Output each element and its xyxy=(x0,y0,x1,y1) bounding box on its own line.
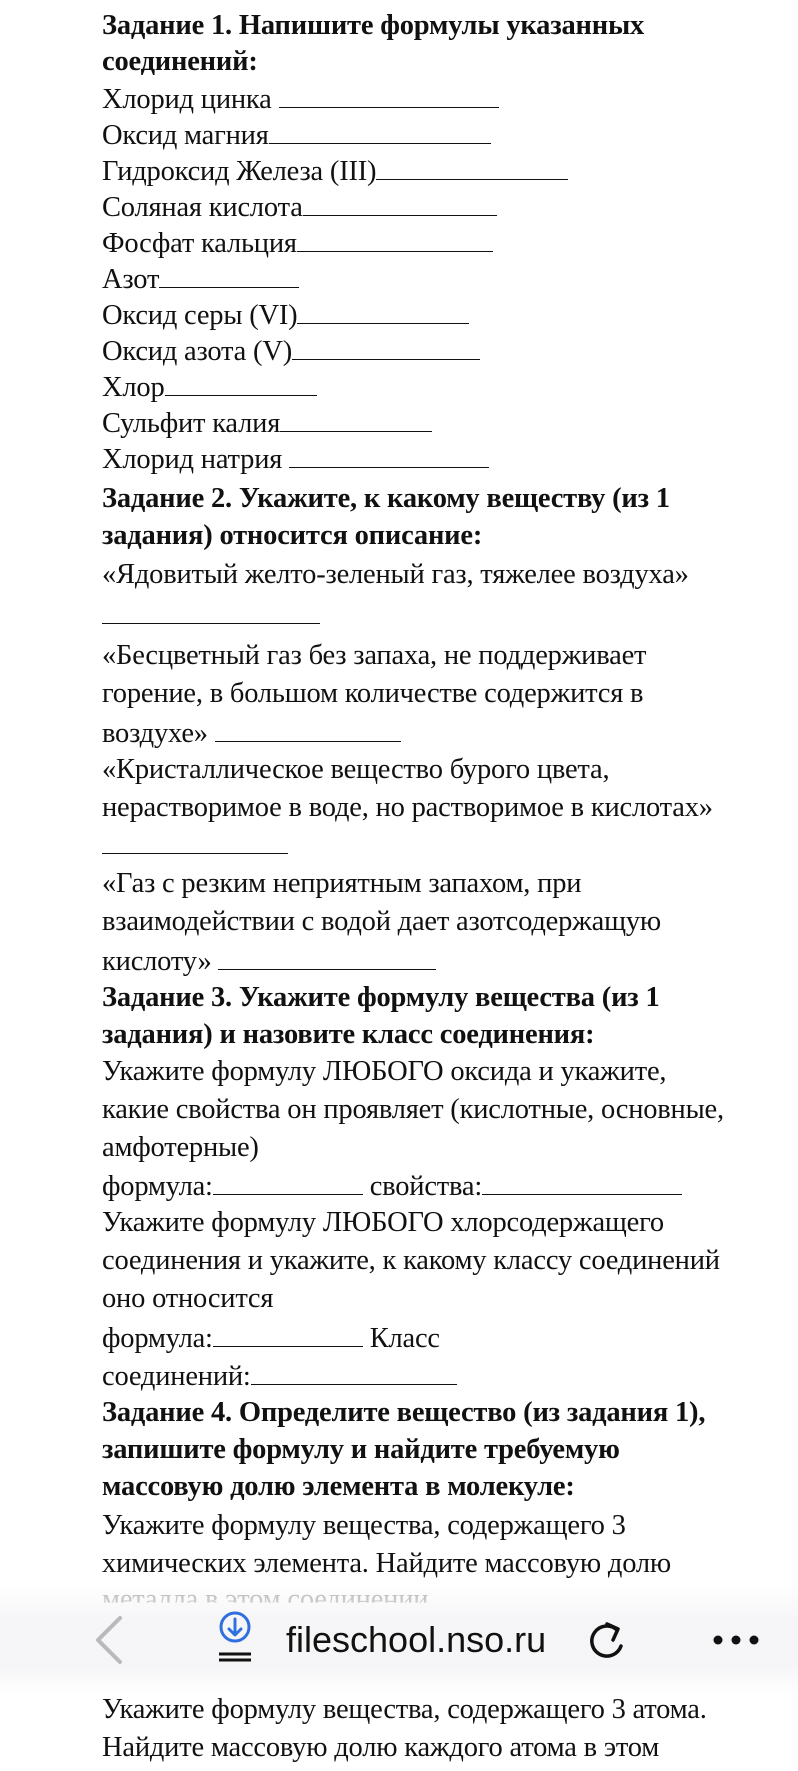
task2-description: взаимодействии с водой дает азотсодержащую xyxy=(102,906,661,937)
answer-blank[interactable] xyxy=(218,942,436,970)
task2-description: «Кристаллическое вещество бурого цвета, xyxy=(102,754,610,785)
task1-item: Оксид серы (VI) xyxy=(102,296,469,335)
task4-question: Укажите формулу вещества, содержащего 3 xyxy=(102,1510,626,1541)
task3-heading: Задание 3. Укажите формулу вещества (из 1 xyxy=(102,982,660,1013)
task2-description: «Газ с резким неприятным запахом, при xyxy=(102,868,582,899)
answer-blank[interactable] xyxy=(289,440,489,468)
task3-question: амфотерные) xyxy=(102,1132,259,1163)
class-blank[interactable] xyxy=(251,1357,457,1385)
more-dots-icon[interactable] xyxy=(708,1622,764,1658)
task1-item: Хлорид цинка xyxy=(102,80,499,119)
task3-answer-row: соединений: xyxy=(102,1357,457,1396)
task4-heading-cont: запишите формулу и найдите требуемую xyxy=(102,1434,620,1465)
answer-blank[interactable] xyxy=(297,296,469,324)
reload-icon[interactable] xyxy=(583,1616,629,1664)
answer-blank[interactable] xyxy=(159,260,299,288)
url-address[interactable]: fileschool.nso.ru xyxy=(286,1619,547,1660)
task4-question: Укажите формулу вещества, содержащего 3 атома. xyxy=(102,1694,707,1725)
task1-item: Азот xyxy=(102,260,299,299)
formula-blank[interactable] xyxy=(213,1319,363,1347)
properties-blank[interactable] xyxy=(482,1167,682,1195)
task1-heading: Задание 1. Напишите формулы указанных xyxy=(102,10,645,41)
task1-item: Оксид азота (V) xyxy=(102,332,480,371)
answer-blank[interactable] xyxy=(376,152,568,180)
answer-blank[interactable] xyxy=(297,224,493,252)
task1-item: Соляная кислота xyxy=(102,188,497,227)
task2-description: горение, в большом количестве содержится в xyxy=(102,678,644,709)
task1-item: Гидроксид Железа (III) xyxy=(102,152,568,191)
task1-item: Хлор xyxy=(102,368,317,407)
answer-blank[interactable] xyxy=(280,404,432,432)
task3-question: какие свойства он проявляет (кислотные, основные, xyxy=(102,1094,724,1125)
answer-blank[interactable] xyxy=(279,80,499,108)
answer-blank[interactable] xyxy=(303,188,497,216)
task1-item: Фосфат кальция xyxy=(102,224,493,263)
task4-question: химических элемента. Найдите массовую долю xyxy=(102,1548,671,1579)
task2-description: «Ядовитый желто-зеленый газ, тяжелее воздуха» xyxy=(102,559,689,590)
task2-heading-cont: задания) относится описание: xyxy=(102,520,483,551)
task3-question: оно относится xyxy=(102,1283,274,1314)
formula-blank[interactable] xyxy=(213,1167,363,1195)
task2-description: «Бесцветный газ без запаха, не поддерживает xyxy=(102,640,647,671)
task4-heading: Задание 4. Определите вещество (из задания 1), xyxy=(102,1397,706,1428)
task2-description: кислоту» xyxy=(102,942,436,981)
task1-item: Хлорид натрия xyxy=(102,440,489,479)
task3-question: Укажите формулу ЛЮБОГО оксида и укажите, xyxy=(102,1056,667,1087)
answer-blank[interactable] xyxy=(102,826,288,854)
task4-heading-cont: массовую долю элемента в молекуле: xyxy=(102,1471,575,1502)
chevron-left-icon[interactable] xyxy=(90,1612,130,1668)
task3-question: Укажите формулу ЛЮБОГО хлорсодержащего xyxy=(102,1207,664,1238)
answer-blank[interactable] xyxy=(215,714,401,742)
task2-answer-line xyxy=(102,826,288,865)
task1-item: Оксид магния xyxy=(102,116,491,155)
task2-heading: Задание 2. Укажите, к какому веществу (из 1 xyxy=(102,483,670,514)
answer-blank[interactable] xyxy=(102,596,320,624)
task1-heading-cont: соединений: xyxy=(102,46,258,77)
answer-blank[interactable] xyxy=(269,116,491,144)
download-icon[interactable] xyxy=(216,1610,254,1666)
answer-blank[interactable] xyxy=(292,332,480,360)
task3-answer-row: формула: свойства: xyxy=(102,1167,682,1206)
answer-blank[interactable] xyxy=(165,368,317,396)
task2-answer-line xyxy=(102,596,320,635)
task3-answer-row: формула: Класс xyxy=(102,1319,440,1358)
task1-item: Сульфит калия xyxy=(102,404,432,443)
task2-description: нерастворимое в воде, но растворимое в кислотах» xyxy=(102,792,713,823)
task3-question: соединения и укажите, к какому классу соединений xyxy=(102,1245,720,1276)
task2-description: воздухе» xyxy=(102,714,401,753)
task4-question: Найдите массовую долю каждого атома в этом xyxy=(102,1732,660,1763)
task3-heading-cont: задания) и назовите класс соединения: xyxy=(102,1019,595,1050)
